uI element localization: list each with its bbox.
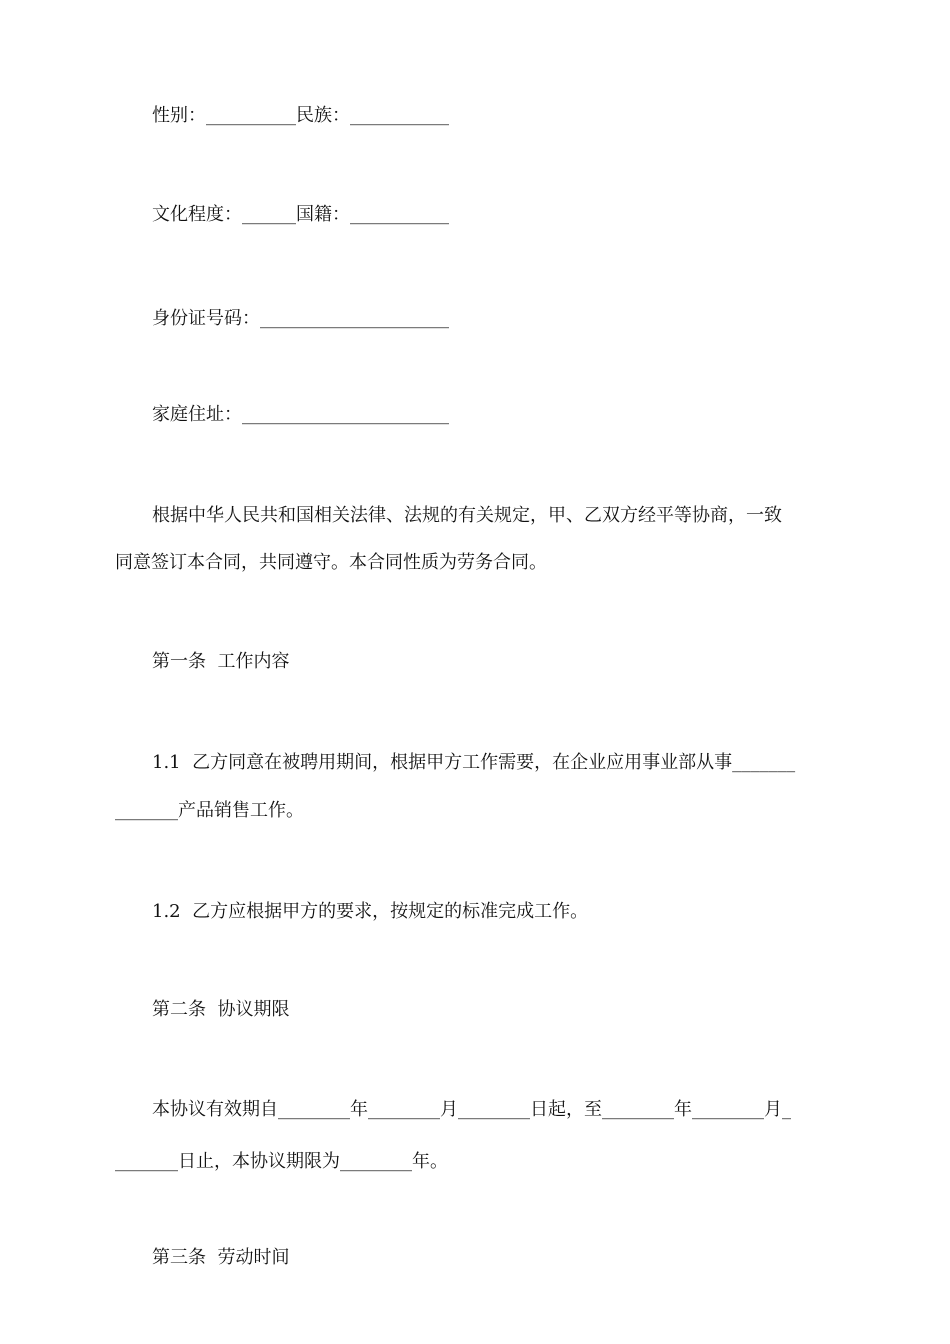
- article-3-heading: 第三条 劳动时间: [152, 1247, 290, 1268]
- preamble-line-2: 同意签订本合同，共同遵守。本合同性质为劳务合同。: [115, 552, 547, 573]
- article-1-heading: 第一条 工作内容: [152, 651, 290, 672]
- clause-1-2: 1.2 乙方应根据甲方的要求，按规定的标准完成工作。: [152, 901, 589, 922]
- home-address-line: 家庭住址：_______________________: [152, 404, 449, 425]
- education-nationality-line: 文化程度：______国籍：___________: [152, 204, 449, 225]
- article-2-heading: 第二条 协议期限: [152, 999, 290, 1020]
- preamble-line-1: 根据中华人民共和国相关法律、法规的有关规定，甲、乙双方经平等协商，一致: [152, 505, 782, 526]
- id-number-line: 身份证号码：_____________________: [152, 308, 449, 329]
- term-line-2: _______日止，本协议期限为________年。: [115, 1151, 448, 1172]
- clause-1-1-line-2: _______产品销售工作。: [115, 800, 304, 821]
- gender-ethnicity-line: 性别：__________民族：___________: [152, 105, 449, 126]
- term-line-1: 本协议有效期自________年________月________日起，至________年________月_: [152, 1099, 791, 1120]
- clause-1-1-line-1: 1.1 乙方同意在被聘用期间，根据甲方工作需要，在企业应用事业部从事_______: [152, 752, 796, 773]
